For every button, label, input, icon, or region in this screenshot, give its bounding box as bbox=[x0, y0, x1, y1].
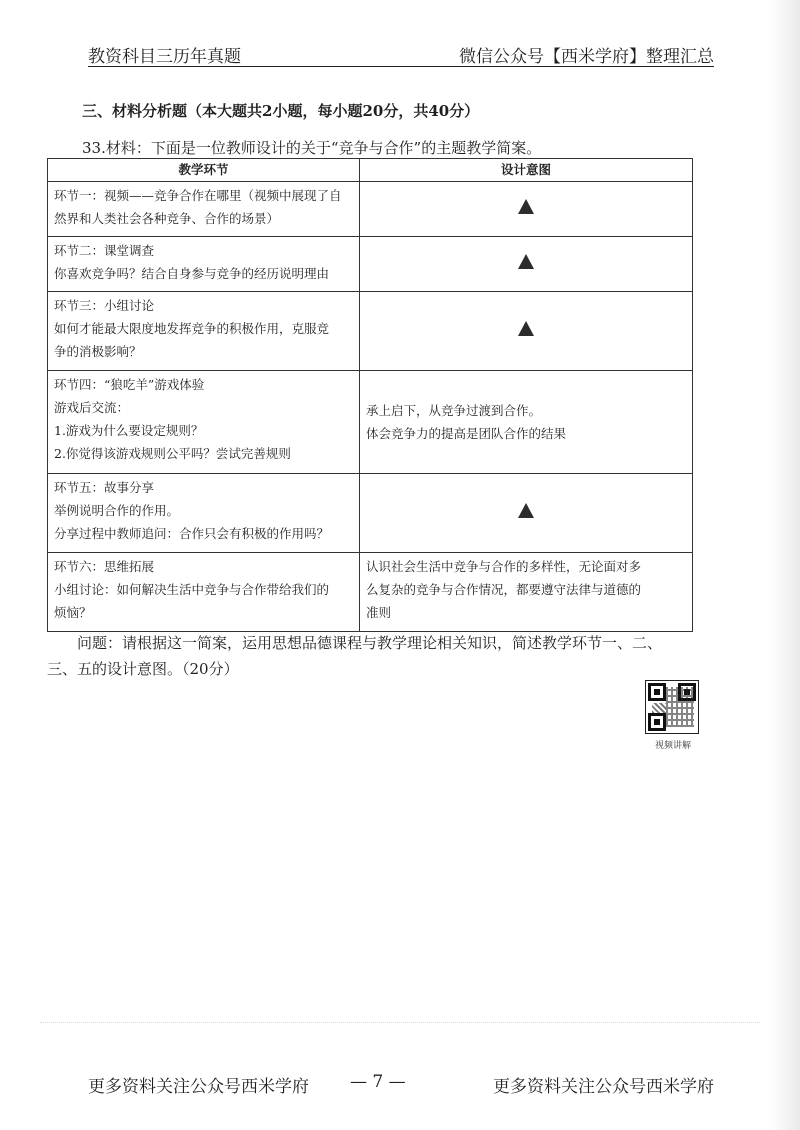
triangle-icon bbox=[518, 503, 534, 518]
qr-code-icon[interactable] bbox=[645, 680, 699, 734]
qr-finder-icon bbox=[648, 713, 666, 731]
header-right-title: 微信公众号【西米学府】整理汇总 bbox=[459, 47, 714, 67]
step-cell bbox=[48, 474, 360, 553]
step-line: 争的消极影响？ bbox=[54, 344, 142, 359]
triangle-icon bbox=[518, 254, 534, 269]
triangle-icon bbox=[518, 321, 534, 336]
step-line: 举例说明合作的作用。 bbox=[54, 503, 180, 518]
intent-cell bbox=[360, 237, 693, 292]
intent-line: 体会竞争力的提高是团队合作的结果 bbox=[366, 426, 567, 441]
step-line: 游戏后交流： bbox=[54, 400, 130, 415]
step-line: 环节二：课堂调查 bbox=[54, 243, 155, 258]
qr-pattern bbox=[666, 687, 694, 727]
table-header-steps: 教学环节 bbox=[48, 159, 360, 182]
intent-line: 承上启下，从竞争过渡到合作。 bbox=[366, 403, 542, 418]
intent-cell bbox=[360, 474, 693, 553]
table-row bbox=[48, 371, 693, 474]
triangle-icon bbox=[518, 199, 534, 214]
step-cell bbox=[48, 182, 360, 237]
scan-artifact-line bbox=[40, 1022, 760, 1024]
page-footer bbox=[88, 1072, 714, 1100]
step-line: 小组讨论：如何解决生活中竞争与合作带给我们的 bbox=[54, 582, 330, 597]
lesson-plan-table bbox=[47, 158, 693, 632]
table-row bbox=[48, 553, 693, 632]
intent-cell bbox=[360, 371, 693, 474]
step-cell bbox=[48, 553, 360, 632]
step-line: 1.游戏为什么要设定规则？ bbox=[54, 423, 204, 438]
question-prompt bbox=[47, 630, 707, 682]
step-line: 环节三：小组讨论 bbox=[54, 298, 155, 313]
table-row bbox=[48, 292, 693, 371]
qr-finder-icon bbox=[648, 683, 666, 701]
step-cell bbox=[48, 371, 360, 474]
step-cell bbox=[48, 237, 360, 292]
step-line: 烦恼？ bbox=[54, 605, 92, 620]
scan-edge-shadow bbox=[770, 0, 800, 1130]
qr-caption: 视频讲解 bbox=[654, 741, 691, 751]
table-row bbox=[48, 237, 693, 292]
step-line: 如何才能最大限度地发挥竞争的积极作用，克服竞 bbox=[54, 321, 330, 336]
question-stem: 33.材料：下面是一位教师设计的关于“竞争与合作”的主题教学简案。 bbox=[82, 139, 542, 157]
table-row bbox=[48, 474, 693, 553]
step-line: 你喜欢竞争吗？结合自身参与竞争的经历说明理由 bbox=[54, 266, 330, 281]
step-cell bbox=[48, 292, 360, 371]
intent-cell bbox=[360, 553, 693, 632]
step-line: 环节四：“狼吃羊”游戏体验 bbox=[54, 377, 205, 392]
qr-pattern bbox=[652, 703, 666, 713]
footer-left-text: 更多资料关注公众号西米学府 bbox=[88, 1077, 309, 1097]
question-line: 问题：请根据这一简案，运用思想品德课程与教学理论相关知识，简述教学环节一、二、 bbox=[77, 634, 663, 652]
table-row bbox=[48, 182, 693, 237]
intent-cell bbox=[360, 182, 693, 237]
intent-cell bbox=[360, 292, 693, 371]
step-line: 环节一：视频——竞争合作在哪里（视频中展现了自 bbox=[54, 188, 342, 203]
table-header-row bbox=[48, 159, 693, 182]
question-line: 三、五的设计意图。（20分） bbox=[47, 660, 239, 678]
header-rule bbox=[88, 66, 714, 67]
step-line: 分享过程中教师追问：合作只会有积极的作用吗？ bbox=[54, 526, 330, 541]
intent-line: 认识社会生活中竞争与合作的多样性，无论面对多 bbox=[366, 559, 642, 574]
section-title: 三、材料分析题（本大题共2小题，每小题20分，共40分） bbox=[82, 102, 480, 120]
step-line: 2.你觉得该游戏规则公平吗？尝试完善规则 bbox=[54, 446, 291, 461]
intent-line: 准则 bbox=[366, 605, 392, 620]
header-left-title: 教资科目三历年真题 bbox=[88, 47, 241, 67]
table-header-intent: 设计意图 bbox=[360, 159, 693, 182]
footer-right-text: 更多资料关注公众号西米学府 bbox=[493, 1077, 714, 1097]
page-header bbox=[88, 42, 714, 68]
step-line: 然界和人类社会各种竞争、合作的场景） bbox=[54, 211, 280, 226]
step-line: 环节五：故事分享 bbox=[54, 480, 155, 495]
step-line: 环节六：思维拓展 bbox=[54, 559, 155, 574]
page-number: — 7 — bbox=[350, 1072, 406, 1092]
qr-code-block[interactable] bbox=[645, 680, 701, 751]
intent-line: 么复杂的竞争与合作情况，都要遵守法律与道德的 bbox=[366, 582, 642, 597]
